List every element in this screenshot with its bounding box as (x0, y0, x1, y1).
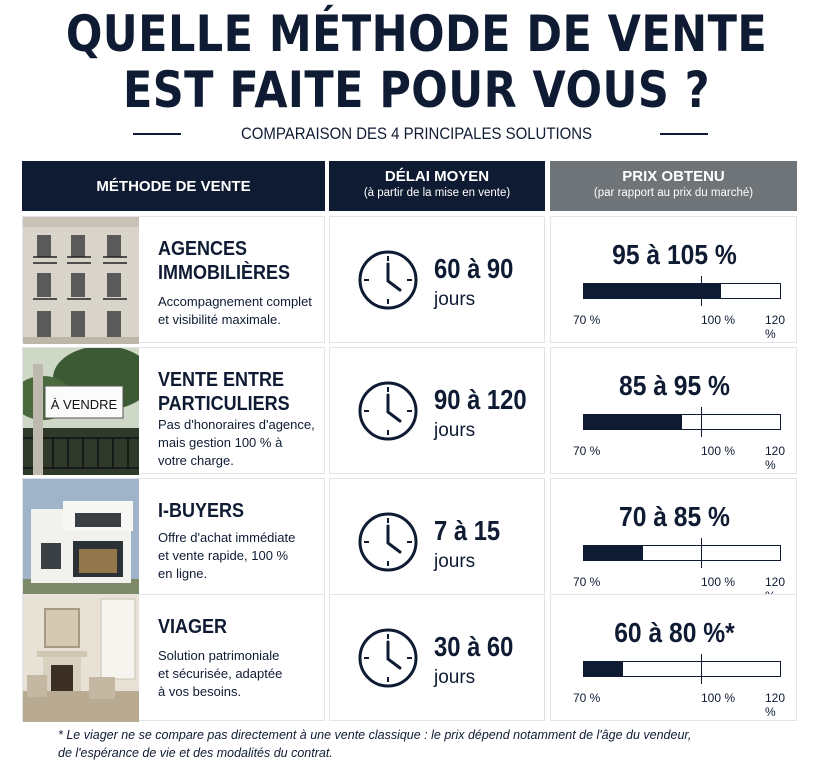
method-name (158, 615, 311, 639)
description-line: Solution patrimoniale (158, 648, 280, 663)
clock-icon (358, 381, 418, 441)
axis-mid-label: 100 % (701, 691, 736, 705)
clock-icon (358, 250, 418, 310)
method-row-ibuyers (22, 478, 797, 605)
delay-unit: jours (434, 551, 476, 572)
method-name (158, 368, 311, 416)
price-cell (550, 594, 797, 721)
price-bar (583, 414, 781, 430)
axis-mid-label: 100 % (701, 444, 736, 458)
method-name-line2: IMMOBILIÈRES (158, 262, 291, 284)
price-bar-fill (584, 546, 643, 560)
description-line: et vente rapide, 100 % (158, 548, 289, 563)
axis-min-label: 70 % (573, 691, 601, 705)
method-cell (22, 478, 325, 605)
clock-icon (358, 628, 418, 688)
axis-max-label: 120 % (765, 444, 786, 472)
delay-unit: jours (434, 289, 476, 310)
description-line: Pas d'honoraires d'agence, (158, 417, 315, 432)
axis-max-label: 120 % (765, 691, 786, 719)
header-delay (329, 161, 545, 211)
header-price-label: PRIX OBTENU (622, 168, 725, 185)
method-name-line1: AGENCES (158, 238, 248, 260)
price-cell (550, 347, 797, 474)
method-cell (22, 347, 325, 474)
price-bar-100-marker (701, 276, 703, 306)
method-name-line2: PARTICULIERS (158, 393, 290, 415)
method-description (158, 293, 323, 329)
description-line: Offre d'achat immédiate (158, 530, 296, 545)
footnote-line: de l'espérance de vie et des modalités du contrat. (58, 746, 333, 760)
page-title-line2: EST FAITE POUR VOUS ? (122, 61, 711, 119)
subtitle-row (0, 122, 833, 146)
method-description (158, 416, 323, 470)
method-row-particuliers (22, 347, 797, 474)
living-room-photo (23, 595, 139, 722)
price-bar-fill (584, 662, 623, 676)
modern-house-photo (23, 479, 139, 606)
description-line: en ligne. (158, 566, 208, 581)
header-method-label: MÉTHODE DE VENTE (96, 178, 251, 195)
price-bar-100-marker (701, 407, 703, 437)
axis-max-label: 120 (765, 575, 786, 589)
footnote-line: * Le viager ne se compare pas directement à une vente classique : le prix dépend notamment de l'âge du vendeur, (58, 728, 692, 742)
description-line: à vos besoins. (158, 684, 242, 699)
method-row-viager (22, 594, 797, 721)
price-bar (583, 545, 781, 561)
subtitle: COMPARAISON DES 4 PRINCIPALES SOLUTIONS (240, 124, 593, 143)
axis-min-label: 70 % (573, 313, 601, 327)
price-bar-fill (584, 415, 682, 429)
header-delay-sub: (à partir de la mise en vente) (363, 187, 511, 199)
method-row-agences (22, 216, 797, 343)
building-photo (23, 217, 139, 344)
method-cell (22, 594, 325, 721)
method-name-line1: VENTE ENTRE (158, 369, 285, 391)
description-line: votre charge. (158, 453, 234, 468)
delay-unit: jours (434, 667, 476, 688)
method-description (158, 647, 323, 701)
clock-icon (358, 512, 418, 572)
price-range: 70 à 85 % (619, 501, 730, 532)
delay-value: 7 à 15 (434, 515, 501, 546)
axis-max-label: 120 % (765, 313, 786, 341)
method-cell (22, 216, 325, 343)
method-name-line1: VIAGER (158, 616, 228, 638)
method-name (158, 499, 311, 523)
price-bar (583, 283, 781, 299)
price-bar-100-marker (701, 538, 703, 568)
method-description (158, 529, 323, 583)
delay-cell (329, 594, 545, 721)
header-price (550, 161, 797, 211)
method-name-line1: I-BUYERS (158, 500, 245, 522)
description-line: mais gestion 100 % à (158, 435, 283, 450)
price-range: 95 à 105 % (612, 239, 737, 270)
divider-right (660, 133, 708, 135)
header-method (22, 161, 325, 211)
axis-mid-label: 100 % (701, 575, 736, 589)
delay-cell (329, 478, 545, 605)
axis-min-label: 70 % (573, 575, 601, 589)
method-name (158, 237, 311, 285)
price-bar (583, 661, 781, 677)
price-bar-100-marker (701, 654, 703, 684)
footnote (58, 726, 798, 762)
for-sale-sign-text: À VENDRE (50, 397, 118, 412)
price-cell (550, 478, 797, 605)
price-cell (550, 216, 797, 343)
delay-value: 60 à 90 (434, 253, 514, 284)
header-delay-label: DÉLAI MOYEN (384, 168, 490, 185)
page-title-line1: QUELLE MÉTHODE DE VENTE (65, 5, 768, 63)
delay-cell (329, 347, 545, 474)
delay-value: 30 à 60 (434, 631, 514, 662)
description-line: Accompagnement complet (158, 294, 312, 309)
delay-value: 90 à 120 (434, 384, 527, 415)
price-range: 85 à 95 % (619, 370, 730, 401)
price-range: 60 à 80 %* (614, 617, 735, 648)
delay-cell (329, 216, 545, 343)
for-sale-sign-photo (23, 348, 139, 475)
description-line: et sécurisée, adaptée (158, 666, 283, 681)
axis-mid-label: 100 % (701, 313, 736, 327)
description-line: et visibilité maximale. (158, 312, 281, 327)
axis-min-label: 70 % (573, 444, 601, 458)
delay-unit: jours (434, 420, 476, 441)
header-price-sub: (par rapport au prix du marché) (593, 187, 754, 199)
